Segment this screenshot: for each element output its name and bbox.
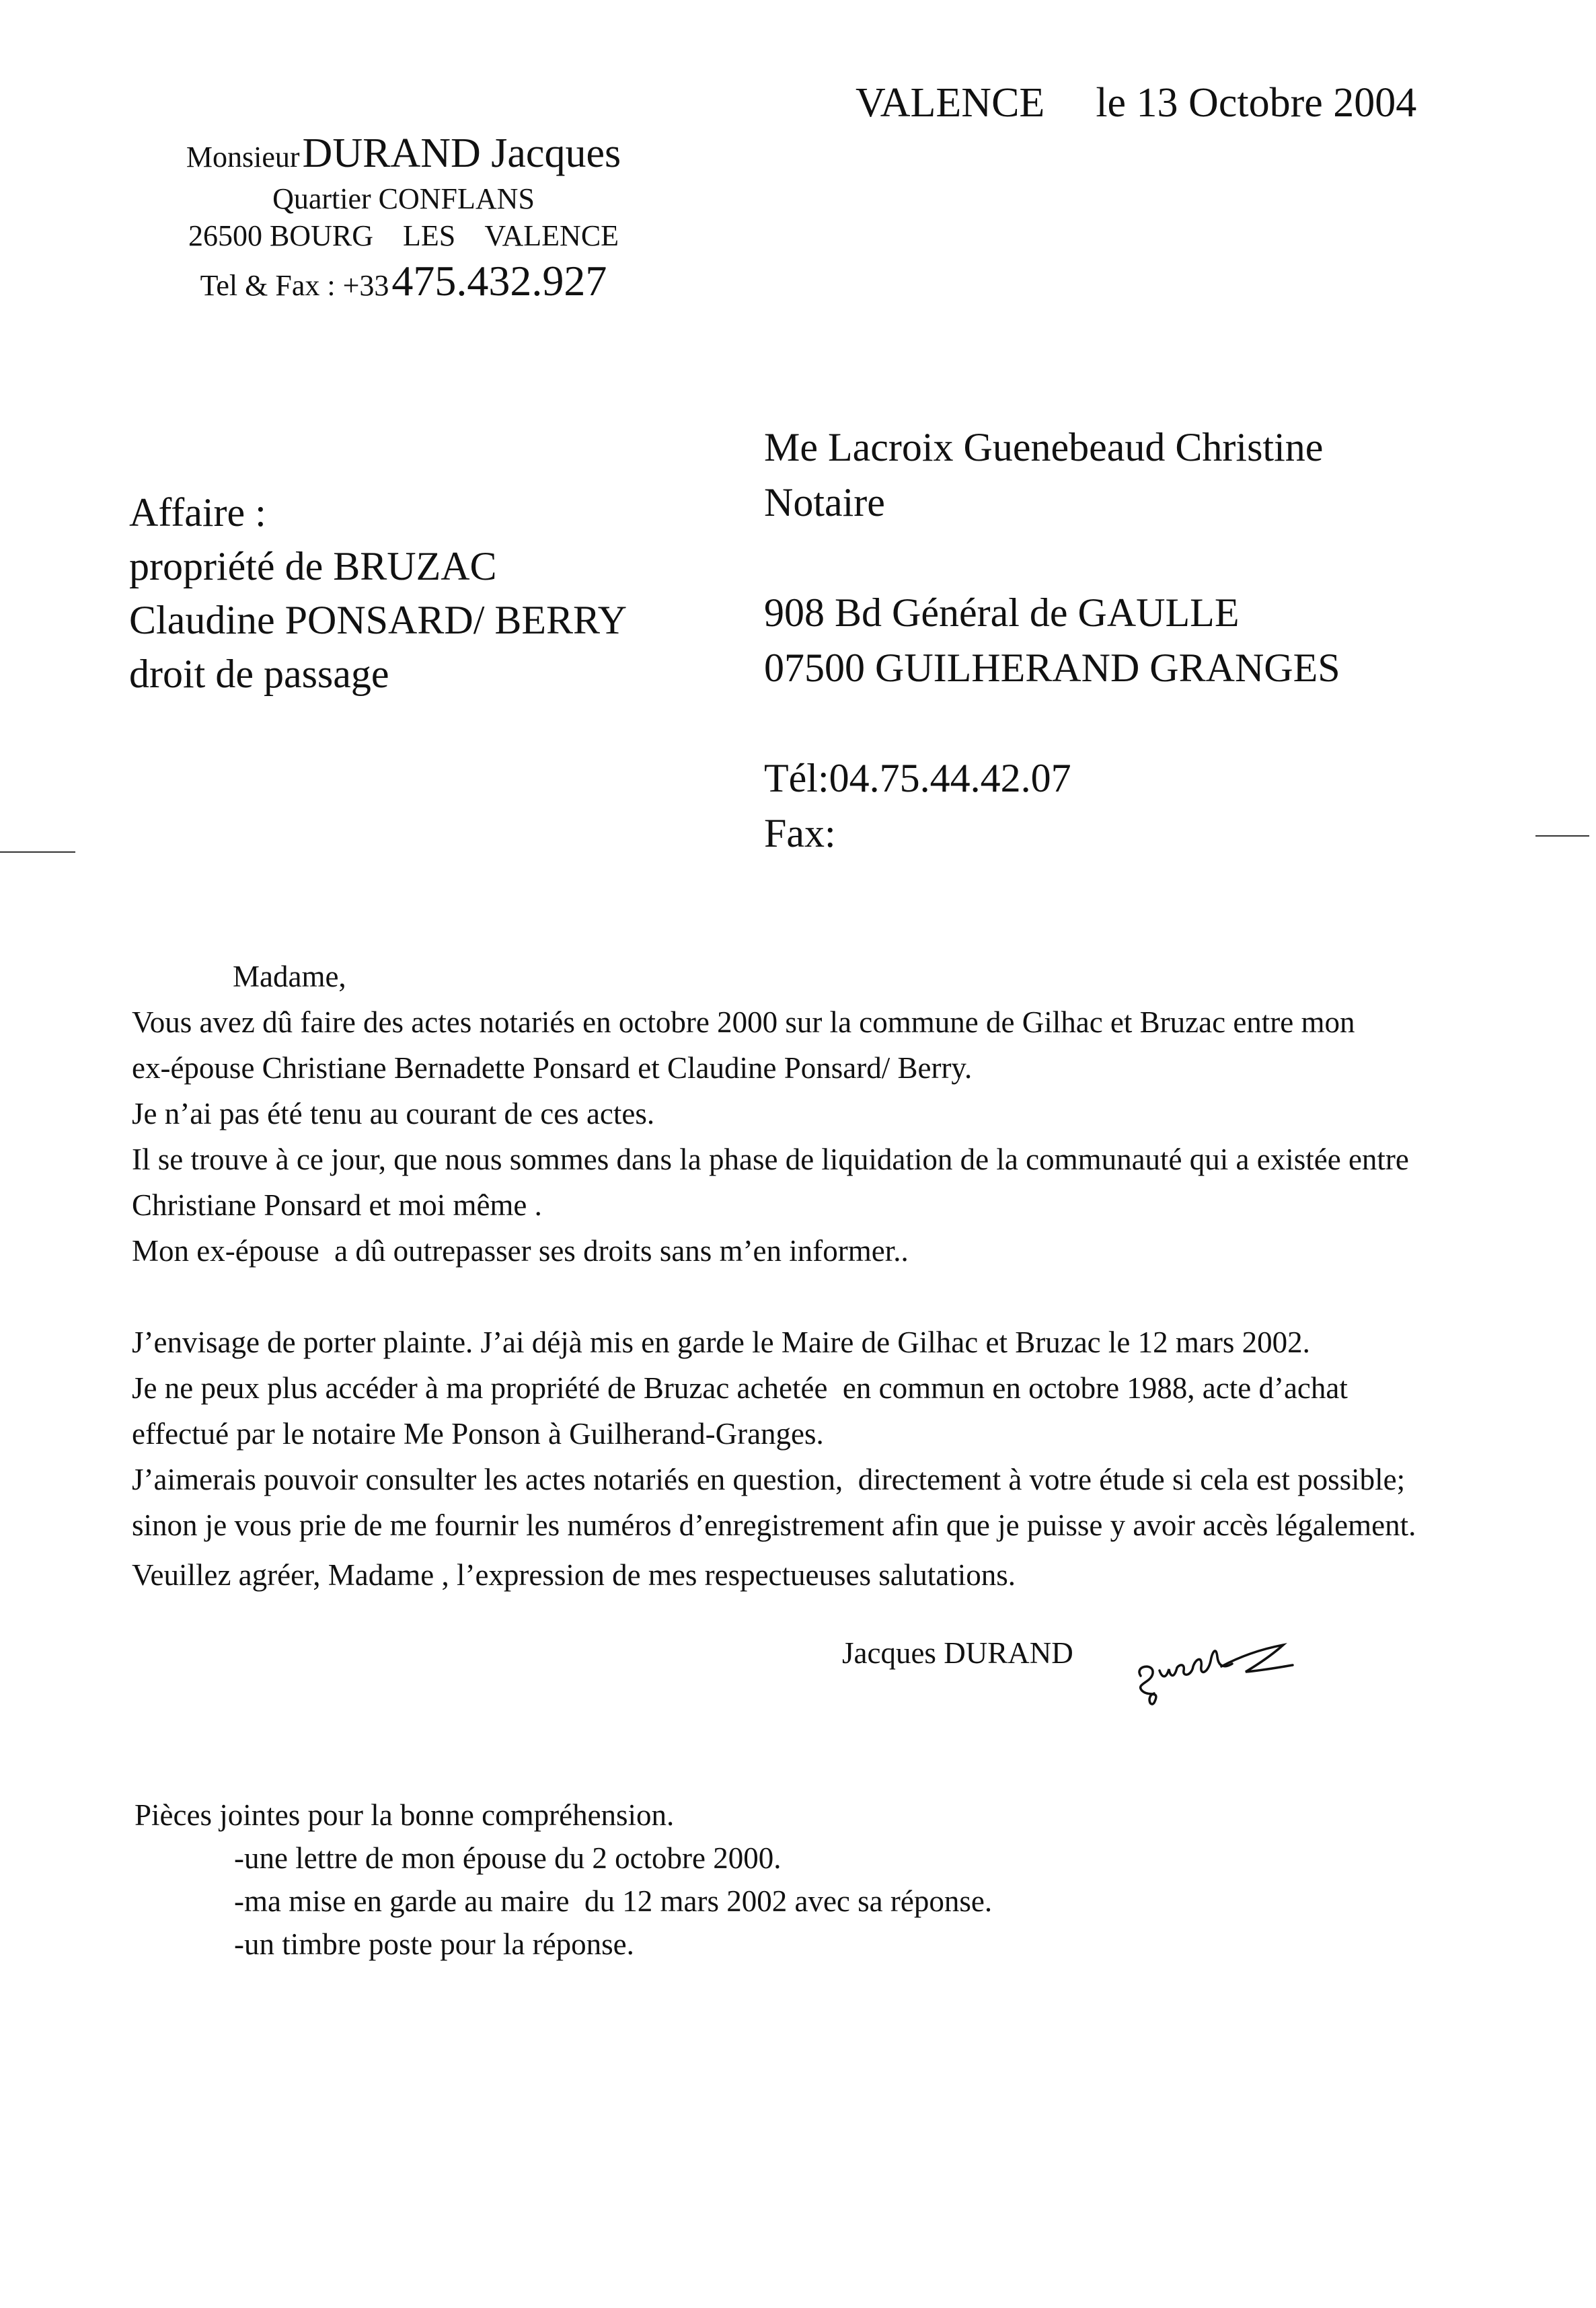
body-line: effectué par le notaire Me Ponson à Guilherand-Granges. bbox=[132, 1417, 824, 1451]
body-line: J’envisage de porter plainte. J’ai déjà mis en garde le Maire de Gilhac et Bruzac le 12 mars 2002. bbox=[132, 1325, 1310, 1359]
place-date bbox=[856, 79, 1416, 127]
body-line: Je ne peux plus accéder à ma propriété de Bruzac achetée en commun en octobre 1988, acte d’achat bbox=[132, 1371, 1348, 1405]
body-line: Mon ex-épouse a dû outrepasser ses droits sans m’en informer.. bbox=[132, 1234, 909, 1268]
attachment-item: -une lettre de mon épouse du 2 octobre 2000. bbox=[234, 1841, 782, 1875]
body-line: Christiane Ponsard et moi même . bbox=[132, 1188, 542, 1222]
sender-tel-line bbox=[121, 254, 686, 308]
sender-tel-number: 475.432.927 bbox=[391, 256, 607, 305]
sender-name: DURAND Jacques bbox=[302, 130, 621, 176]
letter-body bbox=[132, 954, 1416, 1548]
attachments-block bbox=[135, 1794, 992, 1966]
sender-district: Quartier CONFLANS bbox=[272, 182, 535, 215]
recipient-tel: Tél:04.75.44.42.07 bbox=[764, 756, 1071, 800]
subject-label: Affaire : bbox=[129, 490, 266, 535]
sender-city: 26500 BOURG LES VALENCE bbox=[188, 219, 619, 252]
sender-address-block bbox=[121, 128, 686, 308]
sender-tel-prefix: Tel & Fax : +33 bbox=[200, 268, 389, 302]
body-line: Il se trouve à ce jour, que nous sommes dans la phase de liquidation de la communauté qui a existée entre bbox=[132, 1143, 1409, 1176]
recipient-address-line: 07500 GUILHERAND GRANGES bbox=[764, 646, 1340, 690]
signer-name: Jacques DURAND bbox=[842, 1636, 1073, 1670]
subject-line: droit de passage bbox=[129, 652, 389, 696]
subject-line: propriété de BRUZAC bbox=[129, 544, 497, 588]
body-line: sinon je vous prie de me fournir les numéros d’enregistrement afin que je puisse y avoir accès légalement. bbox=[132, 1508, 1416, 1542]
subject-block bbox=[129, 486, 627, 701]
recipient-address-line: 908 Bd Général de GAULLE bbox=[764, 590, 1240, 635]
body-line: ex-épouse Christiane Bernadette Ponsard et Claudine Ponsard/ Berry. bbox=[132, 1051, 973, 1085]
attachments-title: Pièces jointes pour la bonne compréhension. bbox=[135, 1798, 675, 1832]
body-line: Je n’ai pas été tenu au courant de ces actes. bbox=[132, 1097, 655, 1130]
sender-name-line bbox=[121, 128, 686, 180]
attachment-item: -ma mise en garde au maire du 12 mars 2002 avec sa réponse. bbox=[234, 1884, 993, 1918]
recipient-name: Me Lacroix Guenebeaud Christine bbox=[764, 425, 1324, 469]
place: VALENCE bbox=[856, 80, 1045, 126]
recipient-role: Notaire bbox=[764, 480, 885, 525]
closing-formula: Veuillez agréer, Madame , l’expression de mes respectueuses salutations. bbox=[132, 1558, 1016, 1592]
sender-title-prefix: Monsieur bbox=[186, 141, 300, 174]
salutation: Madame, bbox=[233, 960, 346, 993]
body-line: J’aimerais pouvoir consulter les actes notariés en question, directement à votre étude si cela est possible; bbox=[132, 1463, 1406, 1496]
recipient-fax: Fax: bbox=[764, 811, 836, 855]
attachment-item: -un timbre poste pour la réponse. bbox=[234, 1927, 634, 1961]
fold-mark-right bbox=[1535, 835, 1589, 837]
handwritten-signature bbox=[1127, 1629, 1302, 1709]
date: le 13 Octobre 2004 bbox=[1096, 80, 1417, 126]
body-line: Vous avez dû faire des actes notariés en octobre 2000 sur la commune de Gilhac et Bruzac entre mon bbox=[132, 1005, 1355, 1039]
subject-line: Claudine PONSARD/ BERRY bbox=[129, 598, 628, 642]
fold-mark-left bbox=[0, 851, 75, 853]
recipient-address-block bbox=[764, 420, 1340, 861]
